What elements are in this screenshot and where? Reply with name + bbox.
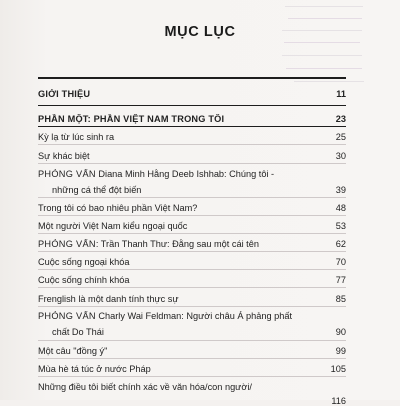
- toc-entry-text: Cuộc sống ngoại khóa: [38, 257, 130, 267]
- bleed-through: [286, 68, 362, 69]
- toc-entry-text: Mùa hè tá túc ở nước Pháp: [38, 364, 151, 374]
- toc-page-number: 77: [335, 275, 346, 285]
- toc-entry-interview[interactable]: [38, 163, 346, 179]
- toc-page-number: 11: [336, 89, 346, 99]
- bleed-through: [294, 81, 364, 82]
- toc-entry-text: Sự khác biệt: [38, 151, 90, 161]
- toc-page-number: 85: [335, 294, 346, 304]
- bleed-through: [282, 55, 362, 56]
- toc-page-number: 53: [335, 221, 346, 231]
- toc-entry-continuation[interactable]: [38, 179, 346, 195]
- interview-label: PHỎNG VẤN: [38, 169, 96, 179]
- page-title: MỤC LỤC: [164, 24, 236, 40]
- interview-label: PHỎNG VẤN: [38, 311, 96, 321]
- toc-entry-interview[interactable]: [38, 305, 346, 321]
- bleed-through: [285, 6, 363, 7]
- toc-page-number: 105: [330, 364, 346, 374]
- toc-entry[interactable]: [38, 197, 346, 213]
- toc-entry-text: Kỳ lạ từ lúc sinh ra: [38, 132, 115, 142]
- toc-page-number: 48: [335, 203, 346, 213]
- interview-label: PHỎNG VẤN: [38, 239, 96, 249]
- bleed-through: [284, 42, 360, 43]
- toc-entry-text: GIỚI THIỆU: [38, 89, 91, 99]
- toc-entry-text: những cá thể đột biến: [52, 185, 142, 195]
- toc-entry[interactable]: [38, 126, 346, 142]
- toc-entry-text: Charly Wai Feldman: Người châu Á phảng phất: [95, 311, 293, 321]
- toc-entry-text: Frenglish là một danh tính thực sự: [38, 294, 179, 304]
- toc-page-number: 99: [335, 346, 346, 356]
- toc-page-number: 70: [335, 257, 346, 267]
- divider: [38, 77, 346, 79]
- toc-entry-text: Trong tôi có bao nhiêu phần Việt Nam?: [38, 203, 198, 213]
- toc-entry-text: Diana Minh Hằng Deeb Ishhab: Chúng tôi -: [95, 169, 275, 179]
- toc-entry-text: Một câu "đồng ý": [38, 346, 108, 356]
- toc-entry-text: : Trần Thanh Thư: Đằng sau một cái tên: [95, 239, 259, 249]
- toc-entry[interactable]: [38, 288, 346, 304]
- toc-entry[interactable]: [38, 340, 346, 356]
- toc-entry[interactable]: [38, 145, 346, 161]
- toc-page-number: 62: [335, 239, 346, 249]
- toc-entry[interactable]: [38, 215, 346, 231]
- toc-page-number: 90: [335, 327, 346, 337]
- toc-page-number: 39: [335, 185, 346, 195]
- toc-entry-text: PHẦN MỘT: PHẦN VIỆT NAM TRONG TÔI: [38, 114, 225, 124]
- toc-page-number: 25: [335, 132, 346, 142]
- toc-entry[interactable]: [38, 251, 346, 267]
- toc-entry-text: Những điều tôi biết chính xác về văn hóa/con người/: [38, 382, 252, 392]
- toc-entry-text: chất Do Thái: [52, 327, 104, 337]
- toc-entry[interactable]: [38, 269, 346, 285]
- divider: [38, 105, 346, 106]
- toc-entry-continuation[interactable]: [38, 390, 346, 406]
- toc-entry-continuation[interactable]: [38, 321, 346, 337]
- toc-page-number: 116: [331, 396, 346, 406]
- toc-entry[interactable]: [38, 358, 346, 374]
- toc-entry-interview[interactable]: [38, 233, 346, 249]
- toc-entry-text: Một người Việt Nam kiểu ngoại quốc: [38, 221, 188, 231]
- bleed-through: [288, 18, 362, 19]
- toc-page-number: 23: [335, 114, 346, 124]
- toc-entry-intro[interactable]: [38, 83, 346, 99]
- toc-entry-part-one[interactable]: [38, 108, 346, 124]
- toc-entry-text: Cuộc sống chính khóa: [38, 275, 130, 285]
- toc-page-number: 30: [335, 151, 346, 161]
